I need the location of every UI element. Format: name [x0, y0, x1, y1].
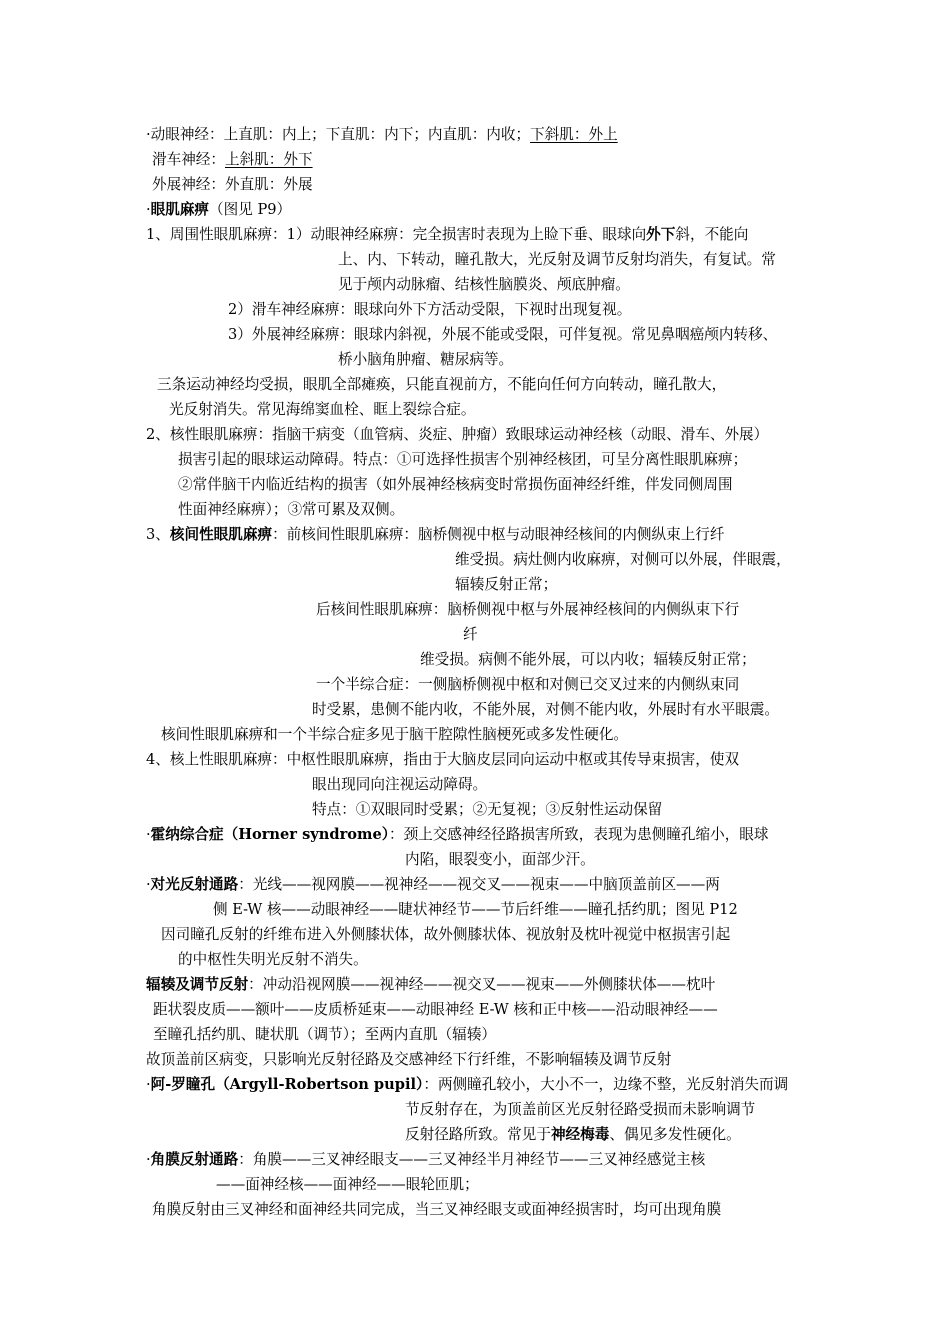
- text-segment: 核间性眼肌麻痹和一个半综合症多见于脑干腔隙性脑梗死或多发性硬化。: [161, 726, 629, 743]
- text-segment: ：角膜——三叉神经眼支——三叉神经半月神经节——三叉神经感觉主核: [238, 1151, 706, 1168]
- text-line: [213, 899, 738, 921]
- text-line: [152, 149, 313, 171]
- text-segment: 后核间性眼肌麻痹：脑桥侧视中枢与外展神经核间的内侧纵束下行: [316, 601, 740, 618]
- text-segment: ：颈上交感神经径路损害所致，表现为患侧瞳孔缩小，眼球: [389, 826, 769, 843]
- bold-term: 眼肌麻痹: [150, 201, 210, 218]
- text-segment: 2、核性眼肌麻痹：指脑干病变（血管病、炎症、肿瘤）致眼球运动神经核（动眼、滑车、外展）: [146, 426, 769, 443]
- text-segment: 侧 E-W 核——动眼神经——睫状神经节——节后纤维——瞳孔括约肌；图见 P12: [213, 901, 738, 918]
- text-line: [228, 324, 777, 346]
- text-line: [146, 974, 715, 996]
- text-segment: 斜，不能向: [675, 226, 749, 243]
- text-segment: 光反射消失。常见海绵窦血栓、眶上裂综合症。: [169, 401, 476, 418]
- text-line: [405, 849, 595, 871]
- text-line: [312, 799, 662, 821]
- text-segment: ·: [146, 1076, 151, 1093]
- text-segment: 距状裂皮质——额叶——皮质桥延束——动眼神经 E-W 核和正中核——沿动眼神经——: [153, 1001, 718, 1018]
- text-line: [161, 924, 730, 946]
- text-line: [316, 674, 739, 696]
- text-line: [405, 1124, 741, 1146]
- text-line: [153, 999, 718, 1021]
- text-line: [169, 399, 475, 421]
- bold-term: 外下: [646, 226, 676, 243]
- text-segment: 3、: [146, 526, 170, 543]
- bold-term: 角膜反射通路: [150, 1151, 239, 1168]
- text-line: [216, 1174, 479, 1196]
- text-segment: 滑车神经：: [152, 151, 225, 168]
- text-segment: 三条运动神经均受损，眼肌全部瘫痪，只能直视前方，不能向任何方向转动，瞳孔散大，: [157, 376, 727, 393]
- text-segment: ——面神经核——面神经——眼轮匝肌；: [216, 1176, 479, 1193]
- text-segment: 反射径路所致。常见于: [405, 1126, 551, 1143]
- text-segment: 性面神经麻痹）；③常可累及双侧。: [178, 501, 405, 518]
- text-line: [178, 499, 404, 521]
- text-segment: ：冲动沿视网膜——视神经——视交叉——视束——外侧膝状体——枕叶: [248, 976, 716, 993]
- text-segment: 外展神经：外直肌：外展: [152, 176, 313, 193]
- text-segment: 损害引起的眼球运动障碍。特点：①可选择性损害个别神经核团，可呈分离性眼肌麻痹；: [178, 451, 748, 468]
- underlined-text: 下斜肌：外上: [530, 126, 618, 143]
- text-segment: （图见 P9）: [209, 201, 292, 218]
- text-line: [153, 1024, 496, 1046]
- text-line: [178, 449, 747, 471]
- text-segment: 一个半综合症：一侧脑桥侧视中枢和对侧已交叉过来的内侧纵束同: [316, 676, 740, 693]
- underlined-text: 上斜肌：外下: [224, 151, 313, 168]
- text-line: [152, 1199, 721, 1221]
- text-line: [146, 874, 720, 896]
- bold-term: 对光反射通路: [150, 876, 239, 893]
- text-line: [146, 1074, 788, 1096]
- text-segment: 3）外展神经麻痹：眼球内斜视，外展不能或受限，可伴复视。常见鼻咽癌颅内转移、: [228, 326, 778, 343]
- text-line: [420, 649, 756, 671]
- text-segment: 辐辏反射正常；: [455, 576, 558, 593]
- bold-term: 辐辏及调节反射: [146, 976, 249, 993]
- text-segment: 内陷，眼裂变小，面部少汗。: [405, 851, 595, 868]
- text-segment: 的中枢性失明光反射不消失。: [178, 951, 368, 968]
- text-segment: ②常伴脑干内临近结构的损害（如外展神经核病变时常损伤面神经纤维，伴发同侧周围: [178, 476, 733, 493]
- text-line: [455, 549, 791, 571]
- text-line: [316, 599, 739, 621]
- text-line: [161, 724, 628, 746]
- text-segment: ·: [146, 201, 151, 218]
- text-line: [312, 774, 487, 796]
- text-segment: ·动眼神经：上直肌：内上；下直肌：内下；内直肌：内收；: [146, 126, 531, 143]
- text-segment: 维受损。病灶侧内收麻痹，对侧可以外展，伴眼震，: [455, 551, 791, 568]
- text-line: [146, 199, 291, 221]
- text-line: [338, 274, 630, 296]
- text-segment: 纤: [463, 626, 478, 643]
- text-segment: 维受损。病侧不能外展，可以内收；辐辏反射正常；: [420, 651, 756, 668]
- text-line: [157, 374, 726, 396]
- text-line: [455, 574, 557, 596]
- text-line: [463, 624, 478, 646]
- text-segment: 至瞳孔括约肌、睫状肌（调节）；至两内直肌（辐辏）: [153, 1026, 496, 1043]
- text-segment: ·: [146, 1151, 151, 1168]
- text-segment: ：两侧瞳孔较小，大小不一，边缘不整，光反射消失而调: [423, 1076, 789, 1093]
- text-segment: ·: [146, 876, 151, 893]
- text-segment: 4、核上性眼肌麻痹：中枢性眼肌麻痹，指由于大脑皮层同向运动中枢或其传导束损害，使双: [146, 751, 740, 768]
- text-line: [146, 1049, 671, 1071]
- text-segment: 因司瞳孔反射的纤维布进入外侧膝状体，故外侧膝状体、视放射及枕叶视觉中枢损害引起: [161, 926, 731, 943]
- text-segment: 特点：①双眼同时受累；②无复视；③反射性运动保留: [312, 801, 663, 818]
- text-segment: 、偶见多发性硬化。: [609, 1126, 741, 1143]
- text-line: [146, 524, 724, 546]
- text-line: [146, 824, 769, 846]
- text-segment: ：前核间性眼肌麻痹：脑桥侧视中枢与动眼神经核间的内侧纵束上行纤: [272, 526, 725, 543]
- bold-term: 阿-罗瞳孔（Argyll-Robertson pupil）: [150, 1076, 424, 1093]
- text-segment: 节反射存在，为顶盖前区光反射径路受损而未影响调节: [405, 1101, 756, 1118]
- text-line: [152, 174, 313, 196]
- text-line: [146, 424, 768, 446]
- text-line: [146, 224, 748, 246]
- text-segment: 桥小脑角肿瘤、糖尿病等。: [338, 351, 514, 368]
- bold-term: 核间性眼肌麻痹: [169, 526, 273, 543]
- text-line: [228, 299, 631, 321]
- text-segment: 见于颅内动脉瘤、结核性脑膜炎、颅底肿瘤。: [338, 276, 630, 293]
- text-segment: ：光线——视网膜——视神经——视交叉——视束——中脑顶盖前区——两: [238, 876, 720, 893]
- text-line: [312, 699, 779, 721]
- text-line: [146, 749, 739, 771]
- text-line: [338, 349, 513, 371]
- bold-term: 神经梅毒: [550, 1126, 610, 1143]
- text-segment: 眼出现同向注视运动障碍。: [312, 776, 488, 793]
- text-segment: 故顶盖前区病变，只影响光反射径路及交感神经下行纤维，不影响辐辏及调节反射: [146, 1051, 672, 1068]
- text-line: [178, 949, 368, 971]
- text-segment: ·: [146, 826, 151, 843]
- text-line: [146, 124, 618, 146]
- text-segment: 时受累，患侧不能内收，不能外展，对侧不能内收，外展时有水平眼震。: [312, 701, 780, 718]
- text-line: [146, 1149, 705, 1171]
- text-segment: 1、周围性眼肌麻痹：1）动眼神经麻痹：完全损害时表现为上睑下垂、眼球向: [146, 226, 647, 243]
- bold-term: 霍纳综合症（Horner syndrome）: [150, 826, 390, 843]
- text-segment: 2）滑车神经麻痹：眼球向外下方活动受限，下视时出现复视。: [228, 301, 632, 318]
- text-line: [338, 249, 776, 271]
- text-line: [405, 1099, 755, 1121]
- text-line: [178, 474, 733, 496]
- text-segment: 角膜反射由三叉神经和面神经共同完成，当三叉神经眼支或面神经损害时，均可出现角膜: [152, 1201, 722, 1218]
- text-segment: 上、内、下转动，瞳孔散大，光反射及调节反射均消失，有复试。常: [338, 251, 776, 268]
